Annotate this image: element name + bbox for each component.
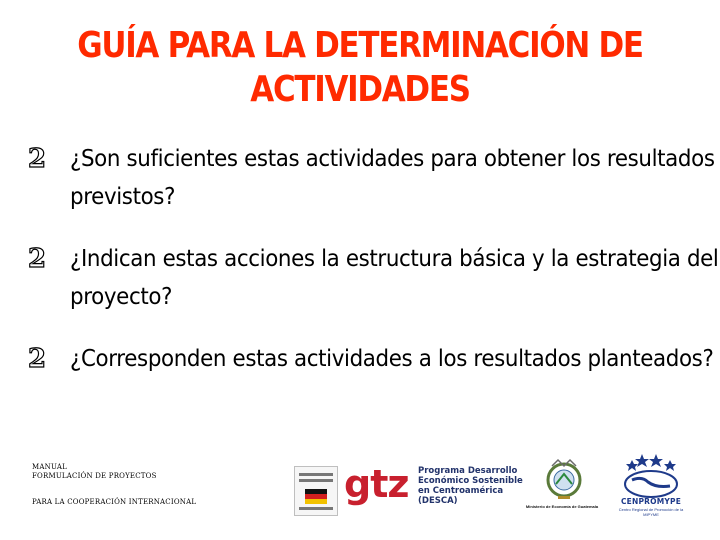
manual-line-3: PARA LA COOPERACIÓN INTERNACIONAL (32, 498, 197, 506)
bullet-text: ¿Son suficientes estas actividades para obtener los resultados previstos? (70, 146, 715, 210)
unidad-logo (294, 466, 338, 516)
desca-logo (418, 466, 538, 506)
manual-line-1: MANUAL (32, 463, 67, 471)
cenpromype-label: CENPROMYPE (620, 497, 682, 506)
desca-line-1: Programa Desarrollo (418, 466, 518, 476)
bullet-marker: 2 (28, 244, 47, 274)
bullet-marker: 2 (28, 144, 47, 174)
manual-label (32, 463, 157, 481)
logo-bar (299, 507, 333, 510)
slide-title (50, 24, 669, 112)
title-line-1: GUÍA PARA LA DETERMINACIÓN DE (77, 25, 643, 66)
bullet-text: ¿Corresponden estas actividades a los resultados planteados? (70, 346, 714, 372)
bullet-marker: 2 (28, 344, 47, 374)
gtz-logo: gtz (344, 462, 409, 506)
bullet-item (26, 240, 719, 316)
title-line-2: ACTIVIDADES (250, 69, 470, 110)
desca-line-2: Económico Sostenible (418, 476, 523, 486)
desca-line-3: en Centroamérica (418, 486, 504, 496)
logo-bar (299, 479, 333, 482)
bullet-text: ¿Indican estas acciones la estructura básica y la estrategia del proyecto? (70, 246, 719, 310)
bullet-item (26, 140, 715, 216)
bullet-item (26, 340, 714, 378)
cenpromype-sub: Centro Regional de Promoción de la MIPYME (618, 507, 684, 517)
manual-line-2: FORMULACIÓN DE PROYECTOS (32, 472, 157, 480)
logo-bar (299, 473, 333, 476)
bullet-list (26, 140, 719, 402)
desca-line-4: (DESCA) (418, 496, 458, 506)
ministerio-label: Ministerio de Economía de Guatemala (525, 504, 599, 509)
flag-icon (305, 489, 327, 504)
